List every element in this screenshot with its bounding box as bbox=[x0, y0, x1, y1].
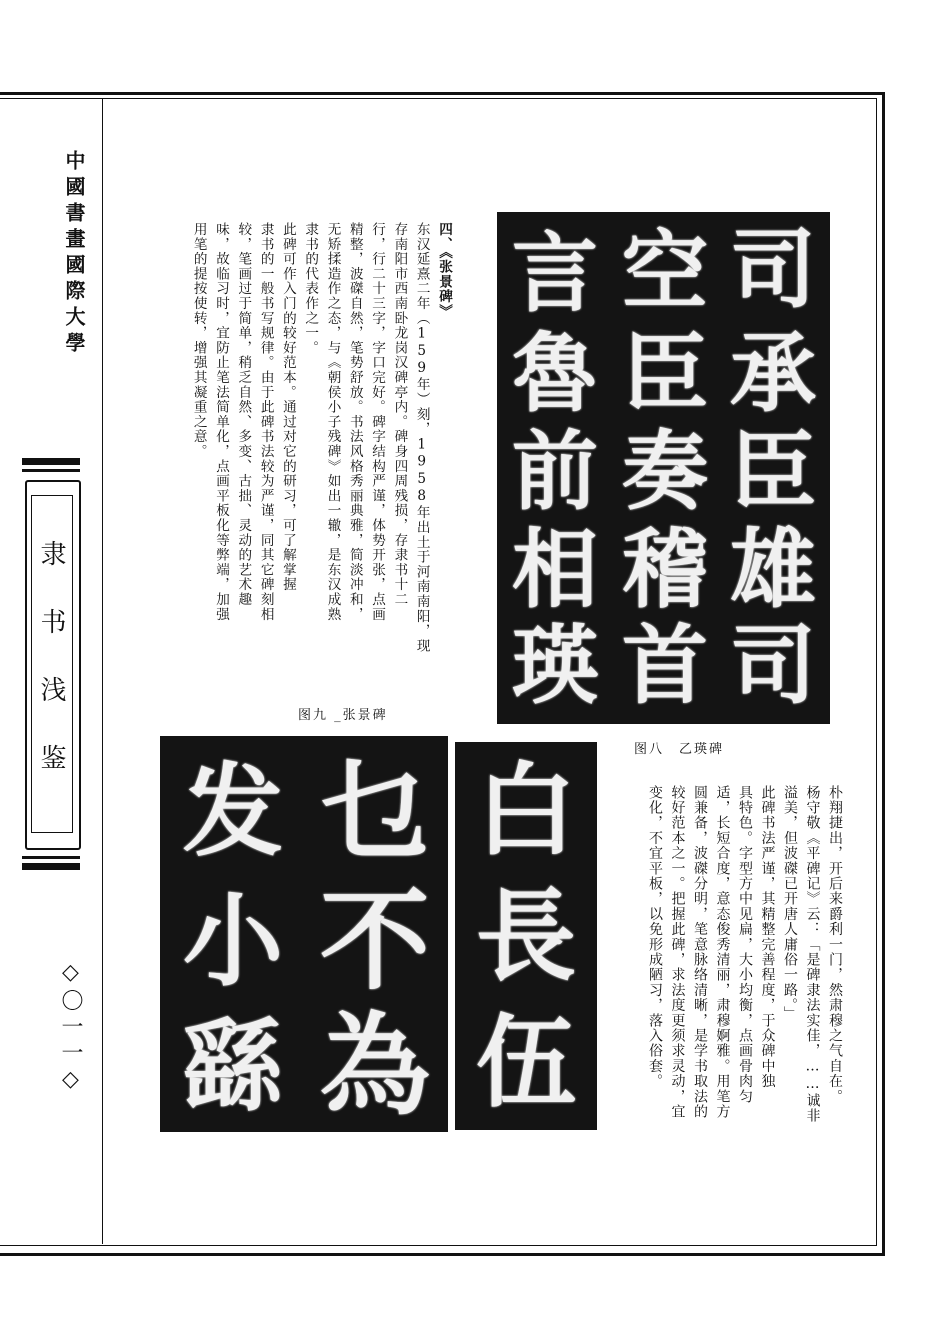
body-column: 较，笔画过于简单，稍乏自然、多变、古拙、灵动的艺术趣 bbox=[235, 222, 252, 607]
body-text-block bbox=[187, 222, 455, 653]
rubbing-glyph: 繇 bbox=[183, 1007, 283, 1125]
right-column: 具特色。字型方中见扁，大小均衡，点画骨肉匀 bbox=[737, 785, 753, 1105]
rubbing-glyph: 发 bbox=[183, 752, 283, 870]
right-column: 适，长短合度，意态俊秀清丽，肃穆婀雅。用笔方 bbox=[714, 785, 731, 1120]
fig9-rubbing-panel bbox=[455, 742, 597, 1130]
section-heading: 四、《张景碑》 bbox=[436, 222, 452, 319]
right-text-block bbox=[644, 785, 847, 1123]
rubbing-glyph: 司 bbox=[730, 615, 816, 716]
body-column: 味，故临习时，宜防止笔法简单化，点画平板化等弊端，加强 bbox=[213, 222, 230, 622]
rubbing-glyph: 白 bbox=[476, 751, 576, 869]
right-column: 圆兼备，波磔分明，笔意脉络清晰，是学书取法的 bbox=[692, 785, 708, 1120]
rubbing-glyph: 前 bbox=[512, 421, 598, 522]
book-title: 隶书浅鉴 bbox=[36, 540, 66, 812]
rubbing-glyph: 瑛 bbox=[512, 615, 598, 716]
right-column: 变化，不宜平板，以免形成陋习，落入俗套。 bbox=[647, 785, 663, 1089]
rubbing-glyph: 長 bbox=[476, 877, 576, 995]
rubbing-glyph: 言 bbox=[512, 223, 598, 324]
right-column: 朴翔捷出，开后来爵利一门，然肃穆之气自在。 bbox=[827, 785, 843, 1105]
rubbing-glyph: 不 bbox=[320, 876, 430, 1005]
fig9-caption: 图九 _张景碑 bbox=[298, 708, 388, 723]
rubbing-glyph: 小 bbox=[183, 882, 283, 1000]
rubbing-glyph: 臣 bbox=[622, 323, 708, 424]
right-column: 杨守敬《平碑记》云：「是碑隶法实佳，……诚非 bbox=[804, 785, 821, 1124]
rubbing-glyph: 乜 bbox=[320, 746, 430, 875]
body-column: 隶书的代表作之一。 bbox=[302, 222, 319, 356]
rubbing-glyph: 奏 bbox=[622, 421, 708, 522]
right-column: 较好范本之一。把握此碑，求法度更须求灵动，宜 bbox=[669, 785, 686, 1120]
fig8-rubbing-image bbox=[497, 212, 830, 724]
rubbing-glyph: 雄 bbox=[730, 519, 816, 620]
body-column: 东汉延熹二年（159年）刻，1958年出土于河南南阳，现 bbox=[413, 222, 430, 654]
right-column: 溢美，但波磔已开唐人庸俗一路。」 bbox=[782, 785, 798, 1022]
rubbing-glyph: 空 bbox=[622, 221, 708, 322]
ornament-bar bbox=[22, 856, 80, 859]
publisher-name: 中國書畫國際大學 bbox=[62, 150, 86, 358]
ornament-bar bbox=[22, 469, 80, 472]
body-column: 此碑可作入门的较好范本。通过对它的研习，可了解掌握 bbox=[279, 222, 296, 592]
body-column: 无矫揉造作之态，与《朝侯小子残碑》如出一辙，是东汉成熟 bbox=[324, 222, 341, 622]
rubbing-glyph: 伍 bbox=[476, 1003, 576, 1121]
body-column: 用笔的提按使转，增强其凝重之意。 bbox=[190, 222, 207, 459]
fig8-caption: 图八 乙瑛碑 bbox=[634, 742, 725, 757]
ornament-bar bbox=[22, 458, 80, 465]
body-column: 精整，波磔自然，笔势舒放。书法风格秀丽典雅，简淡冲和， bbox=[346, 222, 363, 622]
right-column: 此碑书法严谨，其精整完善程度，于众碑中独 bbox=[759, 785, 776, 1089]
rubbing-glyph: 司 bbox=[730, 219, 816, 320]
body-column: 行，行二十三字，字口完好。碑字结构严谨，体势开张，点画 bbox=[369, 222, 386, 622]
rubbing-glyph: 臣 bbox=[730, 421, 816, 522]
rubbing-glyph: 魯 bbox=[512, 323, 598, 424]
spine-divider bbox=[102, 99, 103, 1244]
body-column: 隶书的一般书写规律。由于此碑书法较为严谨，同其它碑刻相 bbox=[257, 222, 274, 622]
rubbing-glyph: 首 bbox=[622, 615, 708, 716]
page-number: ◇〇一一◇ bbox=[58, 960, 83, 1096]
rubbing-glyph: 稽 bbox=[622, 519, 708, 620]
rubbing-glyph: 相 bbox=[512, 519, 598, 620]
fig9-rubbing-image bbox=[160, 736, 448, 1132]
body-column: 存南阳市西南卧龙岗汉碑亭内。碑身四周残损，存隶书十二 bbox=[391, 222, 408, 607]
rubbing-glyph: 為 bbox=[320, 1001, 430, 1130]
rubbing-glyph: 承 bbox=[730, 323, 816, 424]
ornament-bar bbox=[22, 863, 80, 870]
